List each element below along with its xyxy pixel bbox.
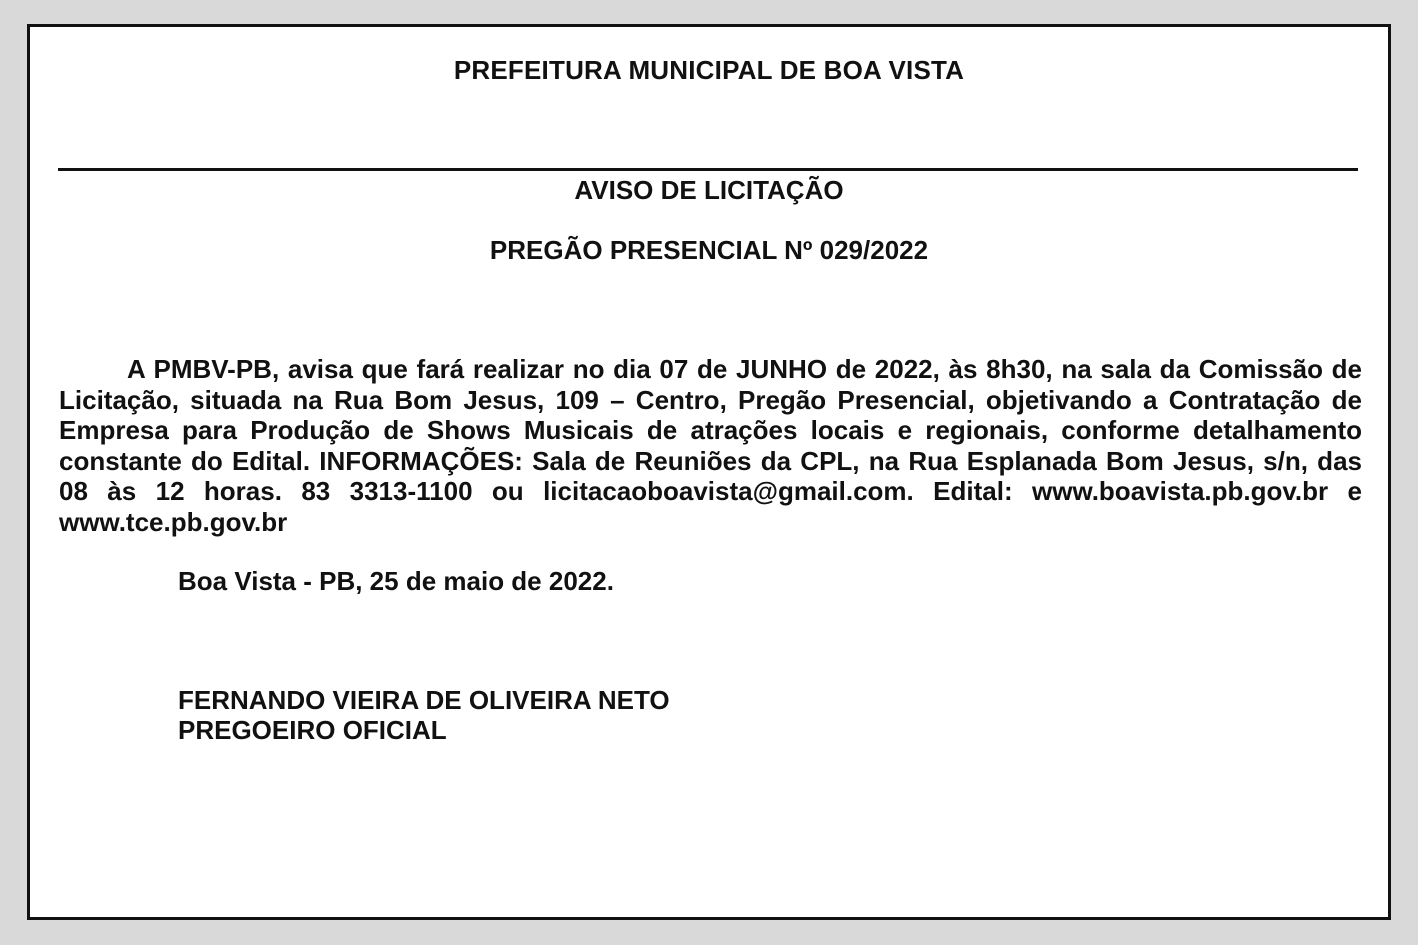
signatory-name: FERNANDO VIEIRA DE OLIVEIRA NETO	[178, 685, 670, 715]
signatory-role: PREGOEIRO OFICIAL	[178, 715, 447, 745]
notice-frame	[27, 24, 1391, 920]
notice-body: A PMBV-PB, avisa que fará realizar no dia 07 de JUNHO de 2022, às 8h30, na sala da Comissão de Licitação, situada na Rua Bom Jesus, 109 – Centro, Pregão Presencial, objetivando a Contratação de Empresa para Produção de Shows Musicais de atrações locais e regionais, conforme detalhamento constante do Edital. INFORMAÇÕES: Sala de Reuniões da CPL, na Rua Esplanada Bom Jesus, s/n, das 08 às 12 horas. 83 3313-1100 ou licitacaoboavista@gmail.com. Edital: www.boavista.pb.gov.br e www.tce.pb.gov.br	[59, 354, 1362, 537]
header-divider	[58, 168, 1358, 171]
date-line: Boa Vista - PB, 25 de maio de 2022.	[178, 566, 614, 596]
signature-block	[178, 685, 670, 745]
organization-title: PREFEITURA MUNICIPAL DE BOA VISTA	[453, 55, 965, 85]
notice-type-title: AVISO DE LICITAÇÃO	[574, 175, 844, 205]
procedure-number: PREGÃO PRESENCIAL Nº 029/2022	[489, 235, 929, 265]
